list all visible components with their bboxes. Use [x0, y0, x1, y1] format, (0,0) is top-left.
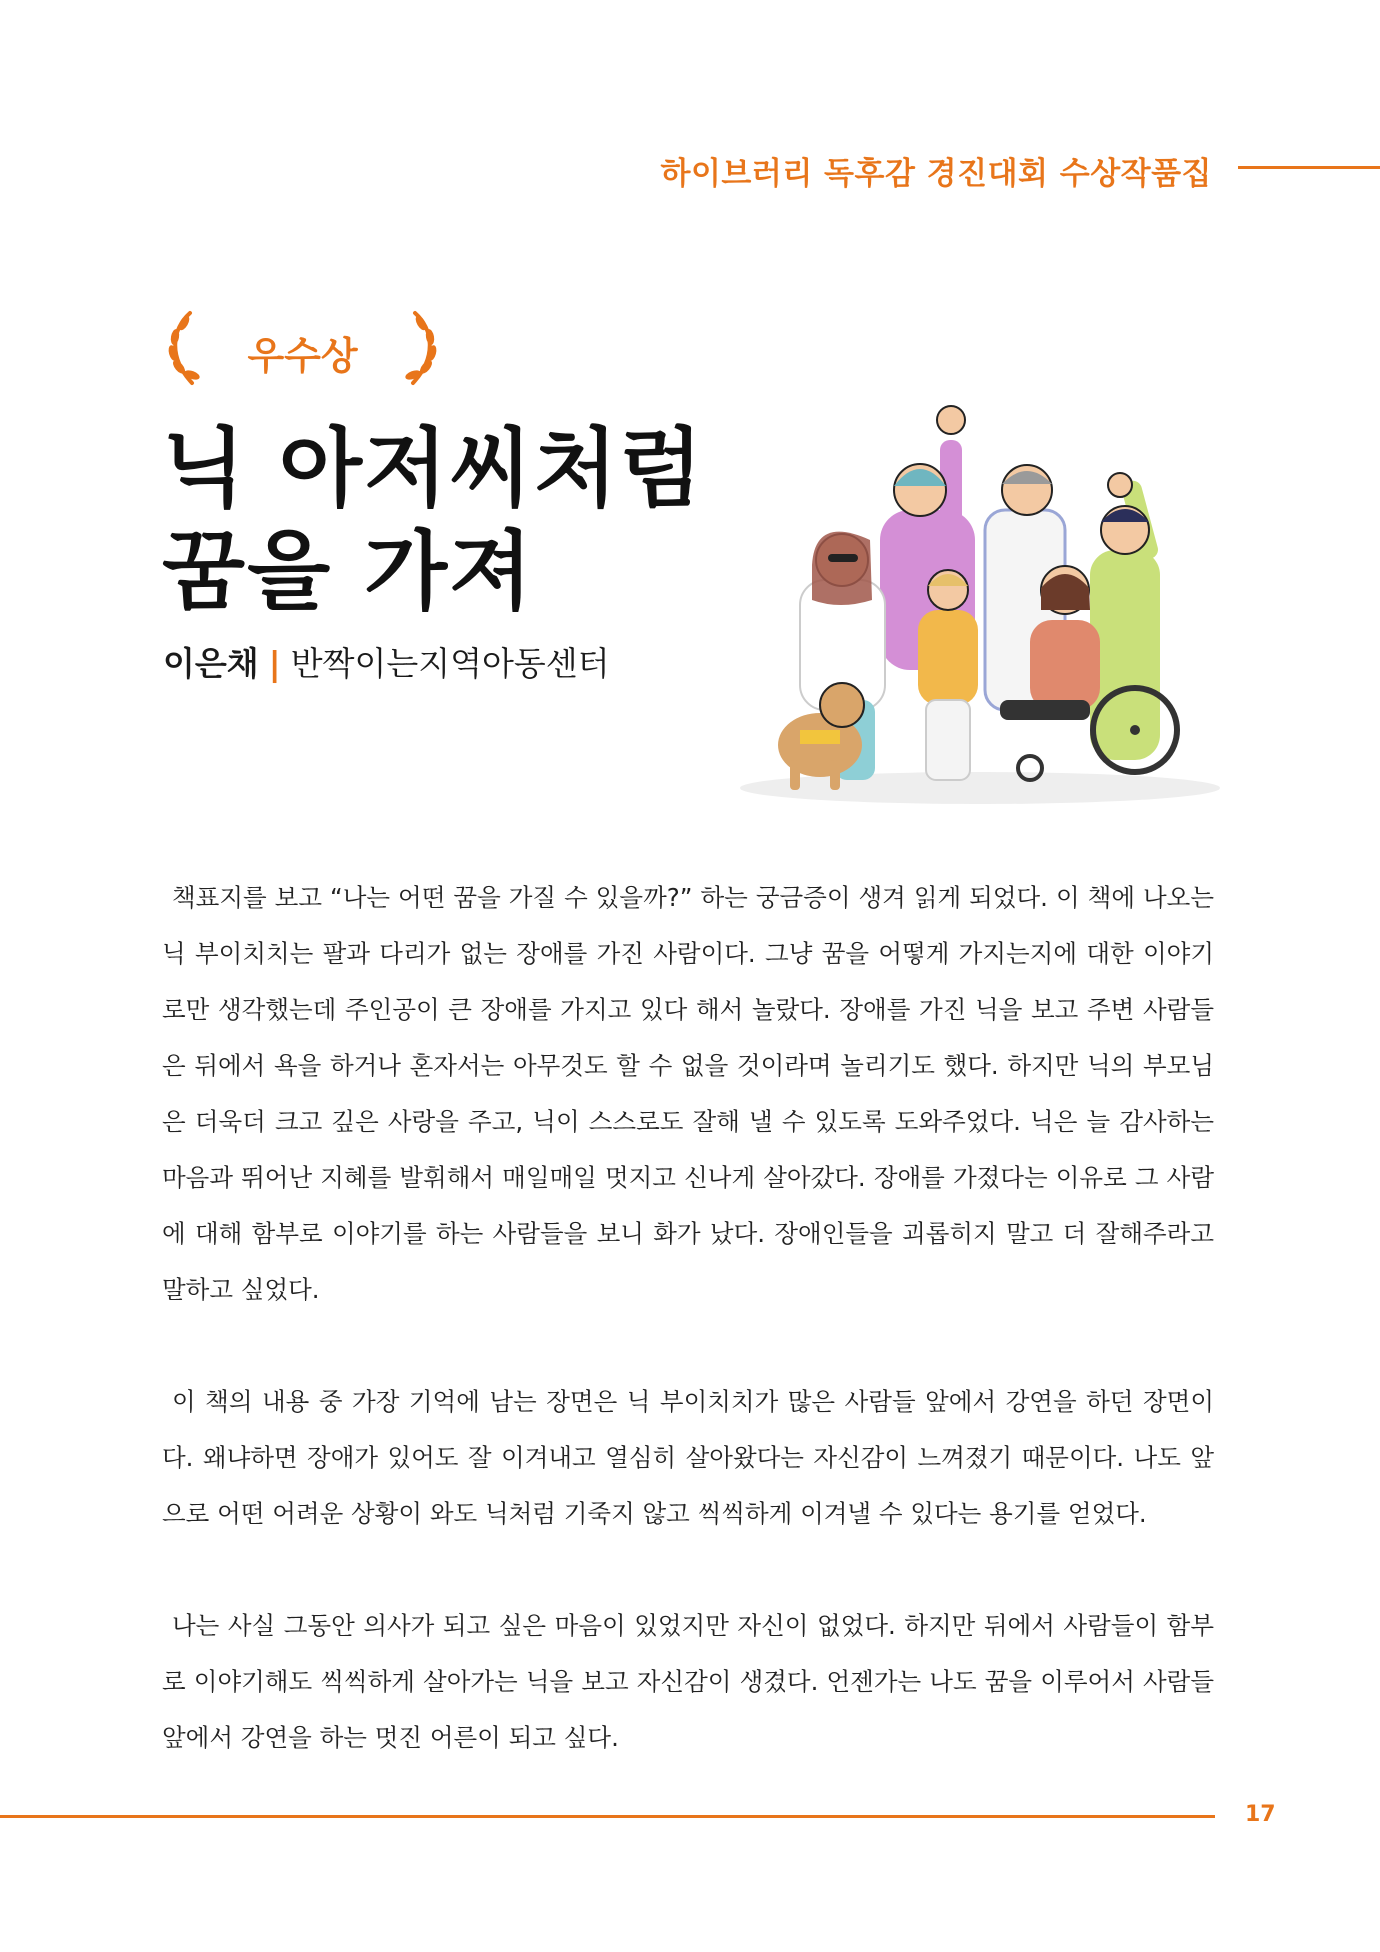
essay-body: [162, 870, 1214, 1822]
essay-title: [162, 418, 704, 624]
footer-divider: [0, 1815, 1215, 1818]
author-separator: |: [268, 644, 281, 683]
essay-paragraph: 책표지를 보고 “나는 어떤 꿈을 가질 수 있을까?” 하는 궁금증이 생겨 읽게 되었다. 이 책에 나오는 닉 부이치치는 팔과 다리가 없는 장애를 가진 사람이다. 그냥 꿈을 어떻게 가지는지에 대한 이야기로만 생각했는데 주인공이 큰 장애를 가지고 있다 해서 놀랐다. 장애를 가진 닉을 보고 주변 사람들은 뒤에서 욕을 하거나 혼자서는 아무것도 할 수 없을 것이라며 놀리기도 했다. 하지만 닉의 부모님은 더욱더 크고 깊은 사랑을 주고, 닉이 스스로도 잘해 낼 수 있도록 도와주었다. 닉은 늘 감사하는 마음과 뛰어난 지혜를 발휘해서 매일매일 멋지고 신나게 살아갔다. 장애를 가졌다는 이유로 그 사람에 대해 함부로 이야기를 하는 사람들을 보니 화가 났다. 장애인들을 괴롭히지 말고 더 잘해주라고 말하고 싶었다.: [162, 883, 1214, 1304]
author-organization: 반짝이는지역아동센터: [290, 644, 610, 683]
author-line: [163, 638, 609, 685]
laurel-icon: [399, 309, 445, 389]
collection-title: 하이브러리 독후감 경진대회 수상작품집: [660, 156, 1212, 192]
header-divider: [1238, 166, 1380, 169]
essay-title-line2: 꿈을 가져: [162, 522, 535, 622]
award-badge: [160, 305, 445, 395]
essay-paragraph: 이 책의 내용 중 가장 기억에 남는 장면은 닉 부이치치가 많은 사람들 앞에서 강연을 하던 장면이다. 왜냐하면 장애가 있어도 잘 이겨내고 열심히 살아왔다는 자신감이 느껴졌기 때문이다. 나도 앞으로 어떤 어려운 상황이 와도 닉처럼 기죽지 않고 씩씩하게 이겨낼 수 있다는 용기를 얻었다.: [162, 1387, 1214, 1528]
essay-paragraph: 나는 사실 그동안 의사가 되고 싶은 마음이 있었지만 자신이 없었다. 하지만 뒤에서 사람들이 함부로 이야기해도 씩씩하게 살아가는 닉을 보고 자신감이 생겼다. 언젠가는 나도 꿈을 이루어서 사람들 앞에서 강연을 하는 멋진 어른이 되고 싶다.: [162, 1611, 1214, 1752]
essay-title-line1: 닉 아저씨처럼: [162, 419, 705, 519]
diverse-people-illustration: [730, 400, 1220, 810]
award-label: 우수상: [247, 334, 358, 378]
author-name: 이은채: [163, 644, 259, 683]
page-number: 17: [1245, 1802, 1276, 1827]
